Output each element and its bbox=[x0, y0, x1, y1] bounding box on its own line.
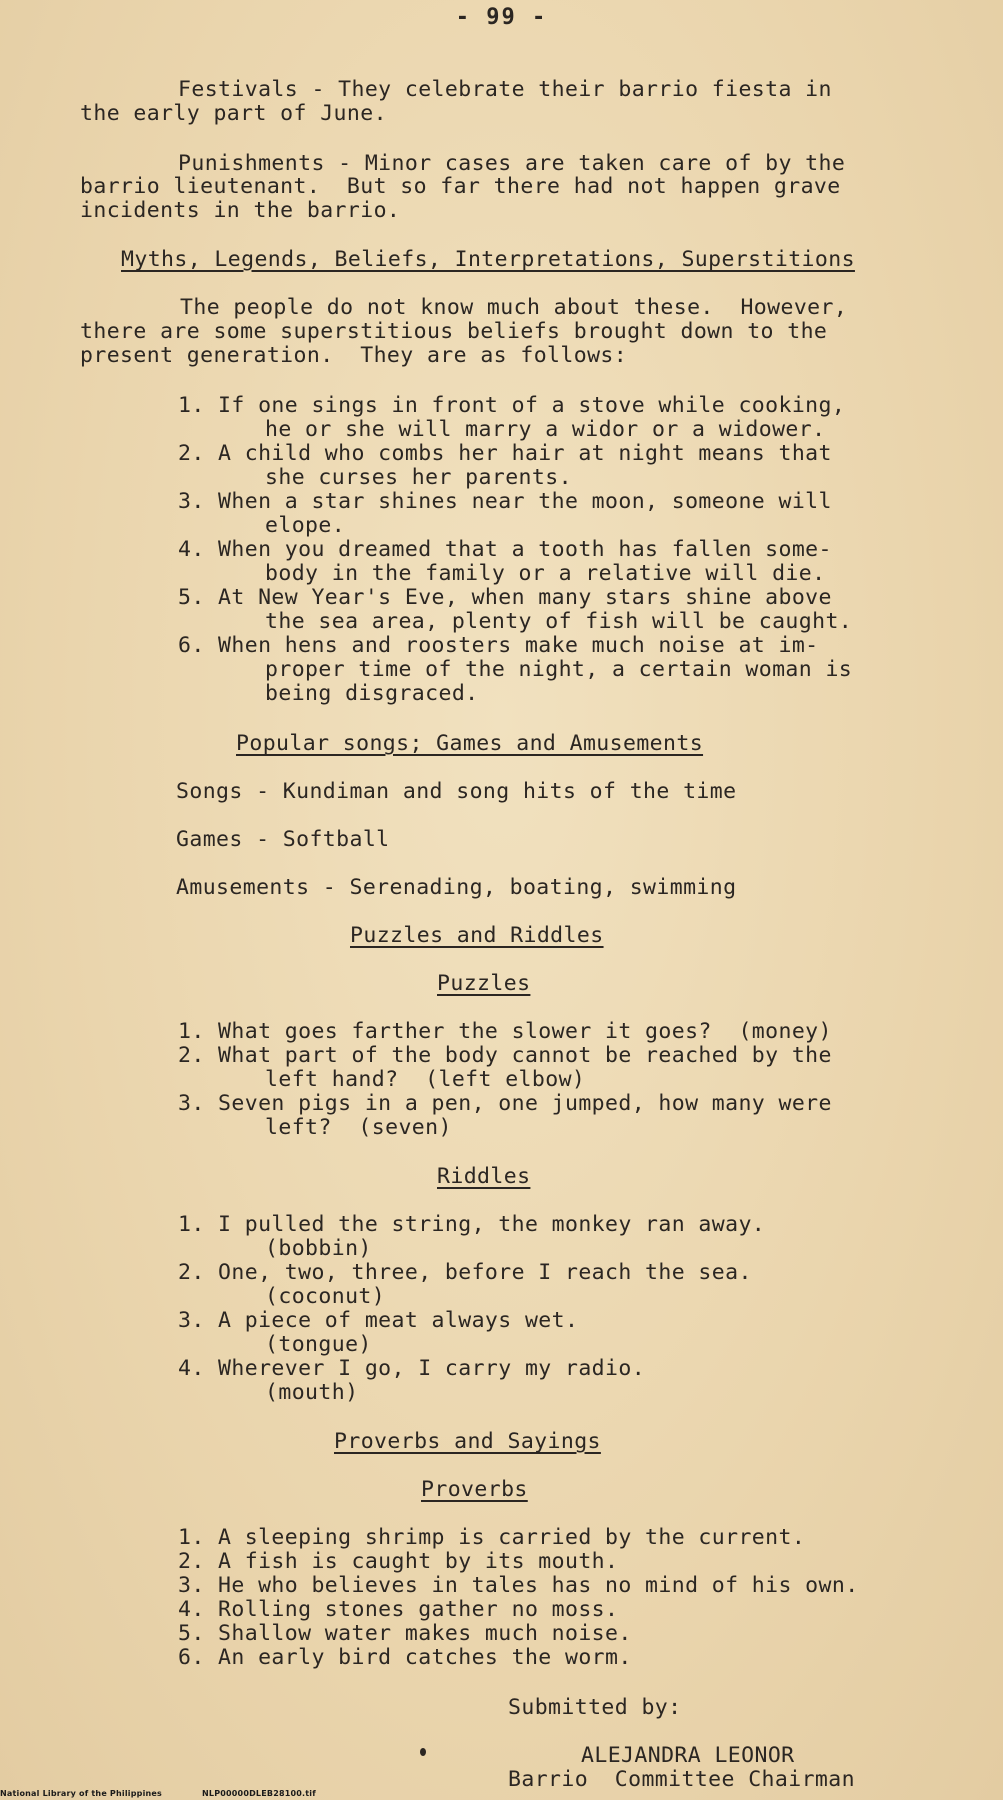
riddle-item: 3. A piece of meat always wet. bbox=[178, 1308, 579, 1333]
superstition-item-cont: the sea area, plenty of fish will be caught. bbox=[265, 609, 853, 634]
puzzles-riddles-heading: Puzzles and Riddles bbox=[350, 923, 604, 948]
songs-line: Songs - Kundiman and song hits of the time bbox=[176, 779, 737, 804]
riddle-answer: (tongue) bbox=[265, 1332, 372, 1357]
punishments-line-1: Punishments - Minor cases are taken care of by the bbox=[178, 151, 846, 176]
proverb-item: 4. Rolling stones gather no moss. bbox=[178, 1597, 619, 1622]
signatory-title: Barrio Committee Chairman bbox=[508, 1767, 855, 1792]
superstition-item-cont: he or she will marry a widor or a widower. bbox=[265, 417, 826, 442]
superstition-item: 5. At New Year's Eve, when many stars shine above bbox=[178, 585, 832, 610]
riddles-heading: Riddles bbox=[437, 1164, 531, 1189]
riddle-answer: (mouth) bbox=[265, 1380, 359, 1405]
proverbs-sayings-heading: Proverbs and Sayings bbox=[334, 1429, 601, 1454]
superstition-item-cont: proper time of the night, a certain woman is bbox=[265, 657, 853, 682]
proverb-item: 2. A fish is caught by its mouth. bbox=[178, 1549, 619, 1574]
superstition-item: 1. If one sings in front of a stove while cooking, bbox=[178, 393, 846, 418]
footer-library: National Library of the Philippines bbox=[0, 1789, 162, 1798]
superstition-item: 2. A child who combs her hair at night means that bbox=[178, 441, 832, 466]
games-line: Games - Softball bbox=[176, 827, 390, 852]
puzzle-item: 3. Seven pigs in a pen, one jumped, how many were bbox=[178, 1091, 832, 1116]
puzzle-item: 2. What part of the body cannot be reached by the bbox=[178, 1043, 832, 1068]
proverb-item: 3. He who believes in tales has no mind of his own. bbox=[178, 1573, 859, 1598]
proverbs-heading: Proverbs bbox=[421, 1477, 528, 1502]
superstition-item-cont: elope. bbox=[265, 513, 346, 538]
puzzle-item: 1. What goes farther the slower it goes? (money) bbox=[178, 1019, 832, 1044]
myths-intro-3: present generation. They are as follows: bbox=[80, 343, 628, 368]
myths-intro-1: The people do not know much about these. However, bbox=[180, 295, 848, 320]
superstition-item: 4. When you dreamed that a tooth has fallen some- bbox=[178, 537, 832, 562]
amusements-line: Amusements - Serenading, boating, swimming bbox=[176, 875, 737, 900]
superstition-item-cont: body in the family or a relative will die. bbox=[265, 561, 826, 586]
punishments-line-3: incidents in the barrio. bbox=[80, 198, 401, 223]
festivals-line-1: Festivals - They celebrate their barrio fiesta in bbox=[178, 77, 832, 102]
popular-heading: Popular songs; Games and Amusements bbox=[236, 731, 704, 756]
punishments-line-2: barrio lieutenant. But so far there had not happen grave bbox=[80, 174, 841, 199]
riddle-answer: (coconut) bbox=[265, 1284, 386, 1309]
riddle-item: 1. I pulled the string, the monkey ran away. bbox=[178, 1212, 766, 1237]
proverb-item: 1. A sleeping shrimp is carried by the current. bbox=[178, 1525, 806, 1550]
proverb-item: 6. An early bird catches the worm. bbox=[178, 1645, 632, 1670]
submitted-by: Submitted by: bbox=[508, 1695, 682, 1720]
riddle-answer: (bobbin) bbox=[265, 1236, 372, 1261]
puzzle-item-cont: left hand? (left elbow) bbox=[265, 1067, 586, 1092]
proverb-item: 5. Shallow water makes much noise. bbox=[178, 1621, 632, 1646]
riddle-item: 4. Wherever I go, I carry my radio. bbox=[178, 1356, 646, 1381]
superstition-item-cont: she curses her parents. bbox=[265, 465, 572, 490]
riddle-item: 2. One, two, three, before I reach the sea. bbox=[178, 1260, 752, 1285]
superstition-item: 6. When hens and roosters make much noise at im- bbox=[178, 633, 819, 658]
superstition-item: 3. When a star shines near the moon, someone will bbox=[178, 489, 832, 514]
festivals-line-2: the early part of June. bbox=[80, 101, 387, 126]
superstition-item-cont: being disgraced. bbox=[265, 681, 479, 706]
signatory-name: ALEJANDRA LEONOR bbox=[581, 1743, 795, 1768]
myths-intro-2: there are some superstitious beliefs brought down to the bbox=[80, 319, 828, 344]
footer-file-id: NLP00000DLEB28100.tif bbox=[202, 1789, 316, 1798]
puzzle-item-cont: left? (seven) bbox=[265, 1115, 452, 1140]
puzzles-heading: Puzzles bbox=[437, 971, 531, 996]
page-number: - 99 - bbox=[455, 5, 548, 30]
ink-dot bbox=[420, 1748, 426, 1756]
myths-heading: Myths, Legends, Beliefs, Interpretations, Superstitions bbox=[121, 247, 855, 272]
